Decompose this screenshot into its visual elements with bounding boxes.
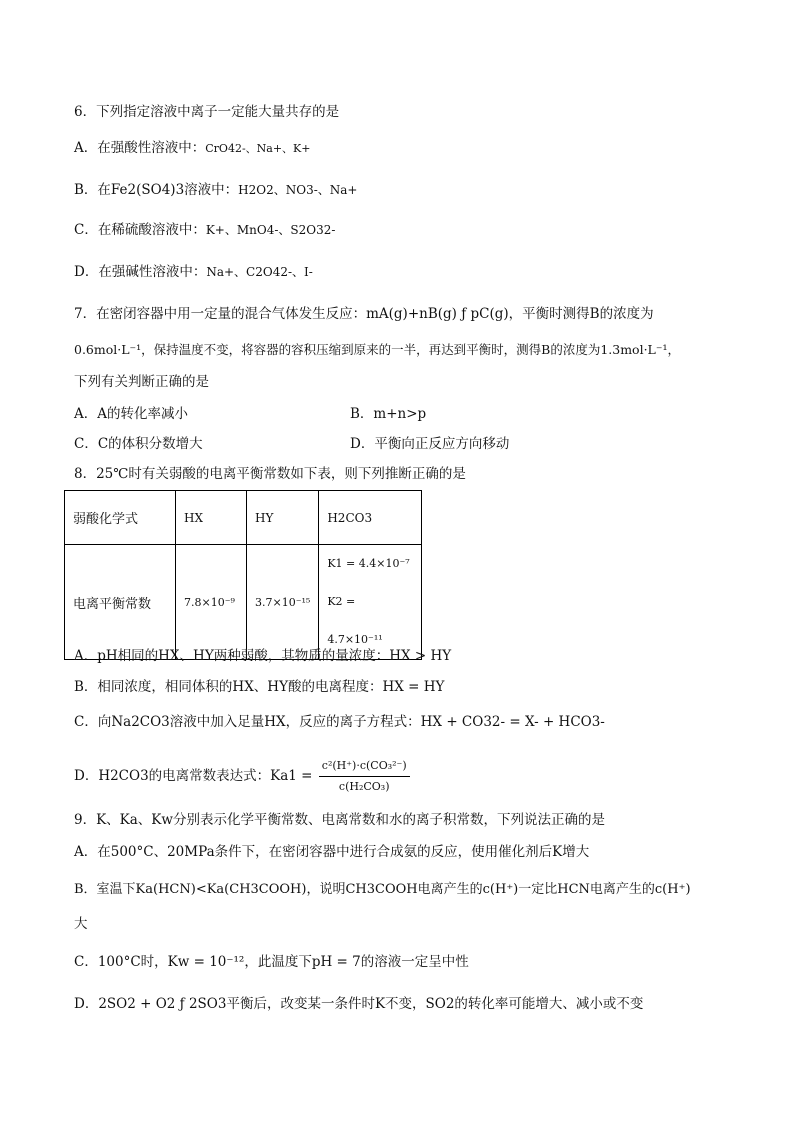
ionization-constant-table (64, 490, 422, 660)
q6-option-a: A．在强酸性溶液中：CrO42-、Na+、K+ (74, 140, 311, 156)
q9-option-b-line1: B．室温下Ka(HCN)<Ka(CH3COOH)，说明CH3COOH电离产生的c(H⁺)一定比HCN电离产生的c(H⁺) (74, 882, 691, 897)
q7-stem-line2: 0.6mol·L⁻¹，保持温度不变，将容器的容积压缩到原来的一半，再达到平衡时，测得B的浓度为1.3mol·L⁻¹， (74, 342, 680, 357)
q7-stem-line3: 下列有关判断正确的是 (74, 374, 209, 390)
q9-option-b-line2: 大 (74, 916, 88, 932)
q7-option-c: C．C的体积分数增大 (74, 436, 203, 452)
k1-value: K1 = 4.4×10⁻⁷ (327, 557, 410, 570)
q6-option-d: D．在强碱性溶液中：Na+、C2O42-、I- (74, 264, 313, 280)
table-row-label: 电离平衡常数 (65, 545, 176, 660)
q9-stem: 9．K、Ka、Kw分别表示化学平衡常数、电离常数和水的离子积常数，下列说法正确的是 (74, 812, 605, 828)
table-cell: 3.7×10⁻¹⁵ (247, 545, 319, 660)
q9-option-c: C．100°C时，Kw = 10⁻¹²，此温度下pH = 7的溶液一定呈中性 (74, 954, 469, 970)
q7-option-d: D．平衡向正反应方向移动 (350, 436, 510, 452)
table-header-cell: HY (247, 491, 319, 545)
q7-option-b: B．m+n>p (350, 406, 427, 422)
q9-option-d: D．2SO2 + O2 ƒ 2SO3平衡后，改变某一条件时K不变，SO2的转化率可能增大、减小或不变 (74, 996, 644, 1012)
table-header-cell: H2CO3 (319, 491, 422, 545)
table-cell (319, 545, 422, 660)
q8-stem: 8．25℃时有关弱酸的电离平衡常数如下表，则下列推断正确的是 (74, 466, 466, 482)
q6-option-b: B．在Fe2(SO4)3溶液中：H2O2、NO3-、Na+ (74, 182, 358, 198)
ka1-fraction: $\frac{\text{c²(H⁺)·c(CO₃²⁻)}}{\text{c(H₂CO₃)}}$ (319, 756, 410, 797)
table-header-cell: 弱酸化学式 (65, 491, 176, 545)
q7-stem-line1: 7．在密闭容器中用一定量的混合气体发生反应：mA(g)+nB(g) ƒ pC(g)，平衡时测得B的浓度为 (74, 306, 654, 322)
q9-option-a: A．在500°C、20MPa条件下，在密闭容器中进行合成氨的反应，使用催化剂后K增大 (74, 844, 590, 860)
q8-option-c: C．向Na2CO3溶液中加入足量HX，反应的离子方程式：HX + CO32- = X- + HCO3- (74, 714, 605, 730)
table-cell: 7.8×10⁻⁹ (176, 545, 247, 660)
q8-option-b: B．相同浓度，相同体积的HX、HY酸的电离程度：HX = HY (74, 679, 445, 695)
q6-stem: 6．下列指定溶液中离子一定能大量共存的是 (74, 104, 340, 120)
q6-option-c: C．在稀硫酸溶液中：K+、MnO4-、S2O32- (74, 222, 336, 238)
q8-option-a: A．pH相同的HX、HY两种弱酸，其物质的量浓度：HX > HY (74, 648, 452, 664)
k2-value: K2 = 4.7×10⁻¹¹ (327, 595, 383, 646)
table-header-cell: HX (176, 491, 247, 545)
q7-option-a: A．A的转化率减小 (74, 406, 188, 422)
q8-option-d: D．H2CO3的电离常数表达式：Ka1 = $\frac{\text{c²(H⁺)·c(CO₃²⁻)}}{\text{c(H₂CO₃)}}$ (74, 756, 410, 797)
